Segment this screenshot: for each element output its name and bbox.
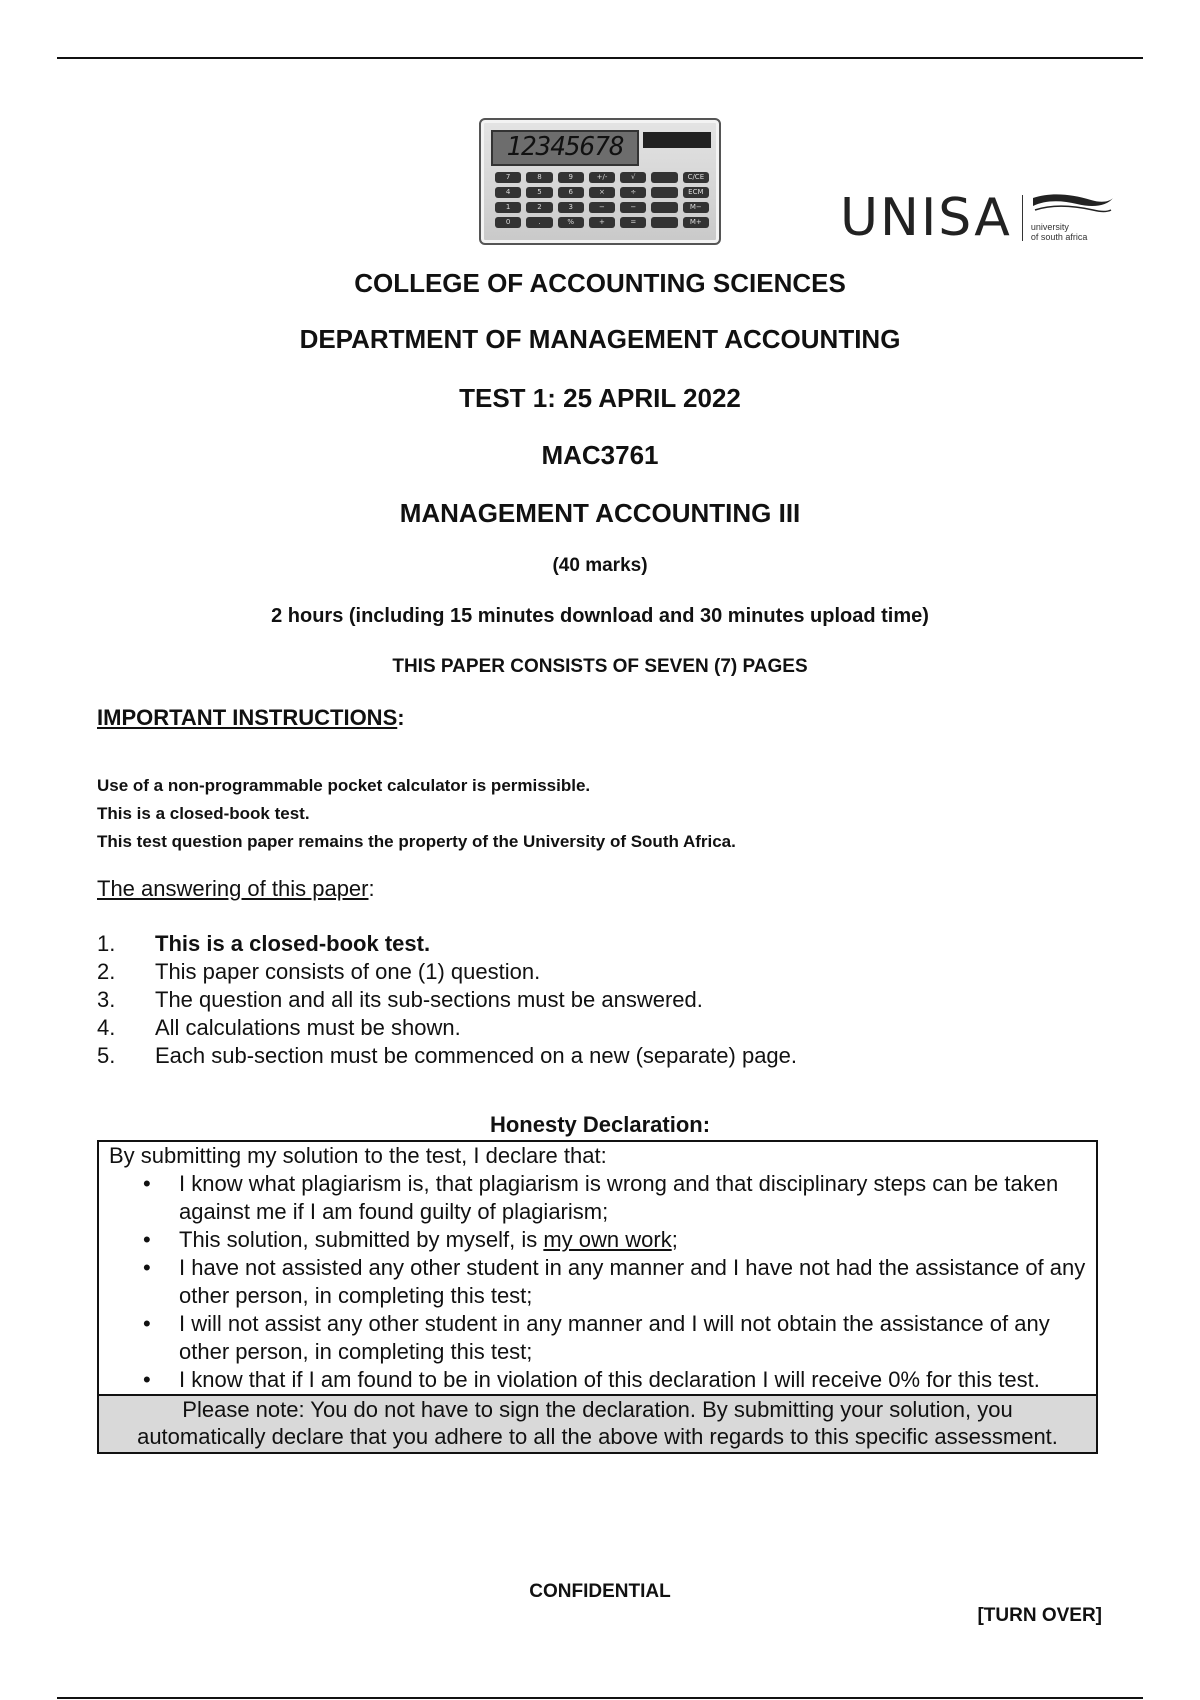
calculator-key: 0 — [495, 217, 521, 228]
note-line: This is a closed-book test. — [97, 804, 310, 823]
calculator-key — [651, 202, 677, 213]
declaration-box — [97, 1140, 1098, 1454]
calculator-key: % — [558, 217, 584, 228]
calculator-key: M+ — [683, 217, 709, 228]
declaration-item: • I will not assist any other student in any manner and I will not obtain the assistance of any other person, in completing this test; — [179, 1310, 1086, 1366]
calculator-key: ECM — [683, 187, 709, 198]
list-item: 2. This paper consists of one (1) question. — [97, 959, 541, 984]
calculator-image — [479, 118, 721, 245]
declaration-body — [99, 1142, 1096, 1394]
declaration-item: • I know what plagiarism is, that plagiarism is wrong and that disciplinary steps can be taken against me if I am found guilty of plagiarism; — [179, 1170, 1086, 1226]
list-item: 1. This is a closed-book test. — [97, 931, 431, 956]
note-line: This test question paper remains the property of the University of South Africa. — [97, 832, 736, 851]
declaration-heading: Honesty Declaration: — [489, 1112, 711, 1137]
list-item: 3. The question and all its sub-sections must be answered. — [97, 987, 703, 1012]
calculator-key: √ — [620, 172, 646, 183]
list-item: 5. Each sub-section must be commenced on a new (separate) page. — [97, 1043, 798, 1068]
own-work-text: my own work — [543, 1227, 672, 1252]
calculator-key: + — [589, 217, 615, 228]
college-title: COLLEGE OF ACCOUNTING SCIENCES — [354, 268, 846, 298]
calculator-keypad — [495, 172, 709, 228]
calculator-key: 5 — [526, 187, 552, 198]
confidential-label: CONFIDENTIAL — [529, 1581, 671, 1602]
note-line: Use of a non-programmable pocket calculator is permissible. — [97, 776, 591, 795]
turn-over-label: [TURN OVER] — [977, 1605, 1102, 1626]
calculator-key: 3 — [558, 202, 584, 213]
calculator-key: 1 — [495, 202, 521, 213]
duration-text: 2 hours (including 15 minutes download and 30 minutes upload time) — [271, 605, 929, 627]
logo-wave-icon — [1031, 192, 1115, 218]
declaration-note: Please note: You do not have to sign the declaration. By submitting your solution, you automatically declare that you adhere to all the above with regards to this specific assessment. — [99, 1394, 1096, 1452]
logo-line-1: university — [1030, 222, 1069, 232]
calculator-key: 9 — [558, 172, 584, 183]
answering-heading: The answering of this paper: — [97, 876, 375, 901]
calculator-key — [651, 217, 677, 228]
declaration-list — [109, 1170, 1086, 1394]
calculator-key: C/CE — [683, 172, 709, 183]
list-item: 4. All calculations must be shown. — [97, 1015, 461, 1040]
calculator-key — [651, 187, 677, 198]
total-marks: (40 marks) — [552, 555, 648, 576]
calculator-key: 8 — [526, 172, 552, 183]
calculator-key: 2 — [526, 202, 552, 213]
calculator-key: − — [589, 202, 615, 213]
logo-separator — [1022, 195, 1023, 241]
department-title: DEPARTMENT OF MANAGEMENT ACCOUNTING — [299, 324, 901, 354]
module-code: MAC3761 — [541, 440, 659, 470]
calculator-key: × — [589, 187, 615, 198]
logo-line-2: of south africa — [1030, 232, 1088, 242]
logo-subtitle — [1031, 194, 1088, 242]
calculator-key: +/- — [589, 172, 615, 183]
unisa-logo — [840, 188, 1087, 248]
calculator-key: 7 — [495, 172, 521, 183]
instruction-notes — [97, 772, 736, 856]
top-rule — [57, 57, 1143, 59]
declaration-item: • This solution, submitted by myself, is my own work; — [179, 1226, 1086, 1254]
calculator-key: . — [526, 217, 552, 228]
calculator-key: 4 — [495, 187, 521, 198]
calculator-key: = — [620, 217, 646, 228]
calculator-key: M− — [683, 202, 709, 213]
calculator-display: 12345678 — [491, 130, 639, 166]
solar-panel — [643, 132, 711, 148]
calculator-key — [651, 172, 677, 183]
test-title: TEST 1: 25 APRIL 2022 — [459, 383, 741, 413]
calculator-key: − — [620, 202, 646, 213]
calculator-key: ÷ — [620, 187, 646, 198]
declaration-item: • I know that if I am found to be in violation of this declaration I will receive 0% for this test. — [179, 1366, 1086, 1394]
bottom-rule — [57, 1697, 1143, 1699]
instructions-heading: IMPORTANT INSTRUCTIONS: — [97, 705, 405, 730]
module-name: MANAGEMENT ACCOUNTING III — [399, 498, 801, 528]
declaration-intro: By submitting my solution to the test, I declare that: — [109, 1143, 607, 1168]
calculator-key: 6 — [558, 187, 584, 198]
declaration-item: • I have not assisted any other student in any manner and I have not had the assistance of any other person, in completing this test; — [179, 1254, 1086, 1310]
answering-list — [97, 930, 797, 1070]
logo-wordmark: UNISA — [840, 188, 1012, 248]
page-count: THIS PAPER CONSISTS OF SEVEN (7) PAGES — [392, 656, 808, 677]
